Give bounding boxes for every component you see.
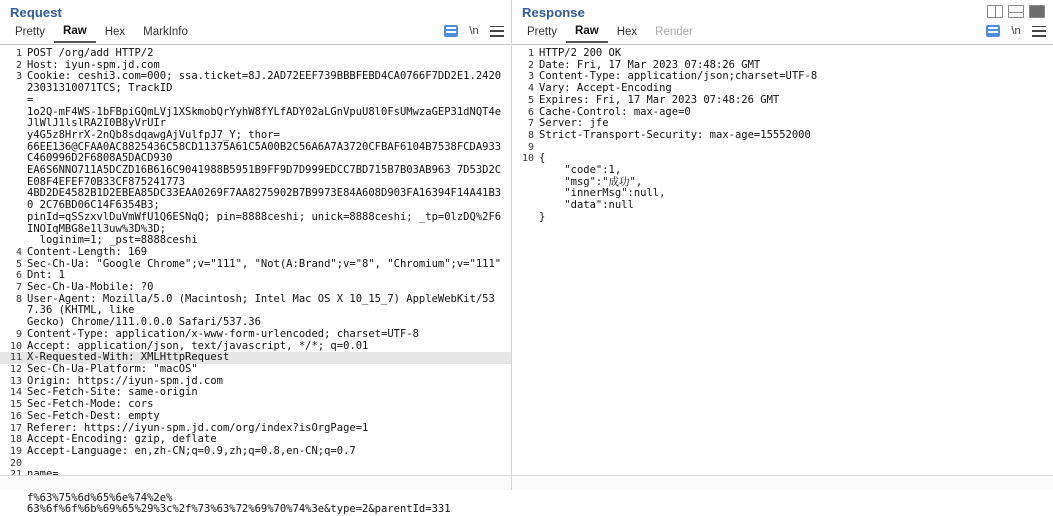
word-wrap-icon[interactable]: \n — [469, 25, 479, 37]
line-content: 1o2Q-mF4WS-1bFBpiGQmLVj1XSkmobQrYyhW8fYLfADY02aLGnVpuU8l0FsUMwzaGEP31dNQT4eJlWlJ1lslRA2I0B8yVrUIr — [27, 105, 502, 130]
line-number: 6 — [15, 270, 22, 282]
response-line[interactable] — [512, 142, 1053, 154]
line-content: f%63%75%6d%65%6e%74%2e% — [27, 491, 173, 504]
line-content: EA6S6NNO711A5DCZD16B616C9041988B5951B9FF9D7D999EDCC7BD715B7B03AB963 7D53D2CE08F4EFEF70B33CF875241773 — [27, 164, 502, 188]
response-body[interactable] — [512, 45, 1053, 494]
request-line[interactable] — [0, 165, 511, 188]
line-content: HTTP/2 200 OK — [539, 47, 622, 59]
request-line[interactable] — [0, 504, 511, 516]
line-content: Origin: https://iyun-spm.jd.com — [27, 374, 223, 387]
line-content: 66EE136@CFAA0AC8825436C58CD11375A61C5A00B2C56A6A7A3720CFBAF6104B7538FCDA933C460996D2F6808A5DACD930 — [27, 140, 502, 165]
line-content: X-Requested-With: XMLHttpRequest — [27, 351, 230, 364]
line-content: loginim=1; _pst=8888ceshi — [27, 234, 198, 247]
tab-request-markinfo[interactable]: MarkInfo — [143, 26, 188, 38]
panels-filled-icon[interactable] — [1029, 5, 1045, 18]
request-line[interactable] — [0, 107, 511, 130]
line-number: 8 — [527, 129, 534, 141]
response-tab-icons — [985, 23, 1047, 39]
word-wrap-icon[interactable]: \n — [1011, 25, 1021, 37]
request-line[interactable] — [0, 364, 511, 376]
line-content: { — [539, 152, 546, 165]
panels-split-icon[interactable] — [987, 5, 1003, 18]
line-content: Sec-Fetch-Site: same-origin — [27, 386, 198, 399]
line-content: User-Agent: Mozilla/5.0 (Macintosh; Intel Mac OS X 10_15_7) AppleWebKit/537.36 (KHTML, like — [27, 292, 495, 317]
line-content: Server: jfe — [539, 117, 609, 130]
panels-rows-icon[interactable] — [1008, 5, 1024, 18]
line-number: 12 — [9, 363, 22, 375]
request-line[interactable] — [0, 48, 511, 60]
line-content: Referer: https://iyun-spm.jd.com/org/index?isOrgPage=1 — [27, 421, 369, 434]
line-number: 10 — [9, 340, 22, 352]
request-line[interactable] — [0, 329, 511, 341]
line-number: 16 — [9, 410, 22, 422]
line-number: 3 — [527, 71, 534, 83]
response-line[interactable] — [512, 200, 1053, 212]
request-line[interactable] — [0, 282, 511, 294]
line-number: 4 — [15, 246, 22, 258]
line-number: 9 — [15, 328, 22, 340]
tab-request-raw[interactable]: Raw — [54, 23, 96, 43]
line-number: 17 — [9, 422, 22, 434]
menu-icon[interactable] — [1031, 23, 1047, 39]
request-tab-icons — [443, 23, 505, 39]
line-content: Gecko) Chrome/111.0.0.0 Safari/537.36 — [27, 316, 261, 329]
line-content: Dnt: 1 — [27, 269, 65, 282]
line-content: POST /org/add HTTP/2 — [27, 47, 154, 59]
request-line[interactable] — [0, 294, 511, 317]
line-content: Sec-Fetch-Mode: cors — [27, 398, 154, 411]
menu-icon[interactable] — [489, 23, 505, 39]
line-content: Cookie: ceshi3.com=000; ssa.ticket=8J.2AD72EEF739BBBFEBD4CA0766F7DD2E1.242023031310071TCS; TrackID — [27, 70, 502, 95]
request-line[interactable] — [0, 247, 511, 259]
tab-response-hex[interactable]: Hex — [616, 26, 638, 38]
line-number: 19 — [9, 445, 22, 457]
line-content: Accept: application/json, text/javascript, */*; q=0.01 — [27, 339, 369, 352]
line-number: 8 — [15, 293, 22, 305]
line-content: Cache-Control: max-age=0 — [539, 105, 691, 118]
line-number: 13 — [9, 375, 22, 387]
line-number: 1 — [527, 48, 534, 59]
format-icon[interactable] — [443, 23, 459, 39]
response-line[interactable] — [512, 165, 1053, 177]
window-layout-icons — [987, 5, 1045, 18]
line-number: 5 — [527, 94, 534, 106]
response-line[interactable] — [512, 95, 1053, 107]
line-content: Sec-Ch-Ua-Mobile: ?0 — [27, 281, 154, 294]
request-body[interactable] — [0, 45, 511, 516]
response-tabbar — [512, 22, 1053, 45]
request-pane — [0, 0, 512, 516]
line-content: Accept-Encoding: gzip, deflate — [27, 433, 217, 446]
tab-response-render[interactable]: Render — [655, 26, 693, 38]
line-content: Date: Fri, 17 Mar 2023 07:48:26 GMT — [539, 58, 761, 71]
line-content: Accept-Language: en,zh-CN;q=0.9,zh;q=0.8,en-CN;q=0.7 — [27, 444, 356, 457]
response-line[interactable] — [512, 130, 1053, 142]
line-number: 20 — [9, 457, 22, 469]
line-content: Content-Type: application/json;charset=UTF-8 — [539, 70, 818, 83]
response-line[interactable] — [512, 212, 1053, 224]
response-footer — [512, 475, 1053, 490]
line-content: Vary: Accept-Encoding — [539, 82, 672, 95]
line-number: 14 — [9, 387, 22, 399]
request-line[interactable] — [0, 411, 511, 423]
line-content: "msg":"成功", — [539, 175, 643, 188]
request-line[interactable] — [0, 458, 511, 470]
line-content: "data":null — [539, 199, 634, 212]
line-content: Sec-Ch-Ua: "Google Chrome";v="111", "Not(A:Brand";v="8", "Chromium";v="111" — [27, 257, 502, 270]
line-number: 7 — [527, 118, 534, 130]
request-line[interactable] — [0, 142, 511, 165]
request-line[interactable] — [0, 446, 511, 458]
format-icon[interactable] — [985, 23, 1001, 39]
line-content: = — [27, 93, 34, 106]
request-line[interactable] — [0, 188, 511, 211]
response-pane — [512, 0, 1053, 490]
line-content: pinId=qSSzxvlDuVmWfU1Q6ESNqQ; pin=8888ceshi; unick=8888ceshi; _tp=0lzDQ%2F6INOIqMBG8e1l3uw%3D%3D; — [27, 210, 502, 235]
line-number: 2 — [15, 59, 22, 71]
line-content: 4BD2DE4582B1D2EBEA85DC33EAA0269F7AA8275902B7B9973E84A608D903FA16394F14A41B30 2C76BD06C14F6354B3; — [27, 187, 502, 212]
line-number: 11 — [9, 352, 22, 364]
request-title: Request — [10, 5, 62, 20]
line-content: Strict-Transport-Security: max-age=15552000 — [539, 128, 811, 141]
line-content: } — [539, 210, 546, 223]
line-number: 15 — [9, 399, 22, 411]
response-title: Response — [522, 5, 585, 20]
request-tabbar — [0, 22, 511, 45]
line-number: 10 — [521, 153, 534, 165]
response-line[interactable] — [512, 48, 1053, 60]
line-number: 6 — [527, 106, 534, 118]
request-line[interactable] — [0, 71, 511, 94]
line-content: 63%6f%6f%6b%69%65%29%3c%2f%73%63%72%69%70%74%3e&type=2&parentId=331 — [27, 503, 451, 516]
line-content: Expires: Fri, 17 Mar 2023 07:48:26 GMT — [539, 93, 780, 106]
tab-response-pretty[interactable]: Pretty — [527, 26, 558, 38]
line-content: Content-Length: 169 — [27, 245, 148, 258]
tab-request-hex[interactable]: Hex — [104, 26, 126, 38]
line-content: "innerMsg":null, — [539, 187, 666, 200]
line-number: 1 — [15, 48, 22, 59]
tab-request-pretty[interactable]: Pretty — [15, 26, 46, 38]
request-line[interactable] — [0, 212, 511, 235]
request-line[interactable] — [0, 259, 511, 271]
line-number: 18 — [9, 434, 22, 446]
line-number: 3 — [15, 71, 22, 83]
line-content: "code":1, — [539, 164, 622, 177]
line-number: 9 — [527, 141, 534, 153]
line-number: 2 — [527, 59, 534, 71]
request-line[interactable] — [0, 95, 511, 107]
request-footer — [0, 475, 511, 490]
tab-response-raw[interactable]: Raw — [566, 23, 608, 43]
line-number: 4 — [527, 83, 534, 95]
line-content: Sec-Ch-Ua-Platform: "macOS" — [27, 362, 198, 375]
line-content: Host: iyun-spm.jd.com — [27, 58, 160, 71]
line-content: Sec-Fetch-Dest: empty — [27, 409, 160, 422]
line-content: Content-Type: application/x-www-form-urlencoded; charset=UTF-8 — [27, 327, 419, 340]
line-number: 5 — [15, 258, 22, 270]
line-number: 7 — [15, 282, 22, 294]
line-content: y4G5z8HrrX-2nQb8sdqawgAjVulfpJ7_Y; thor= — [27, 128, 280, 141]
request-line[interactable] — [0, 130, 511, 142]
